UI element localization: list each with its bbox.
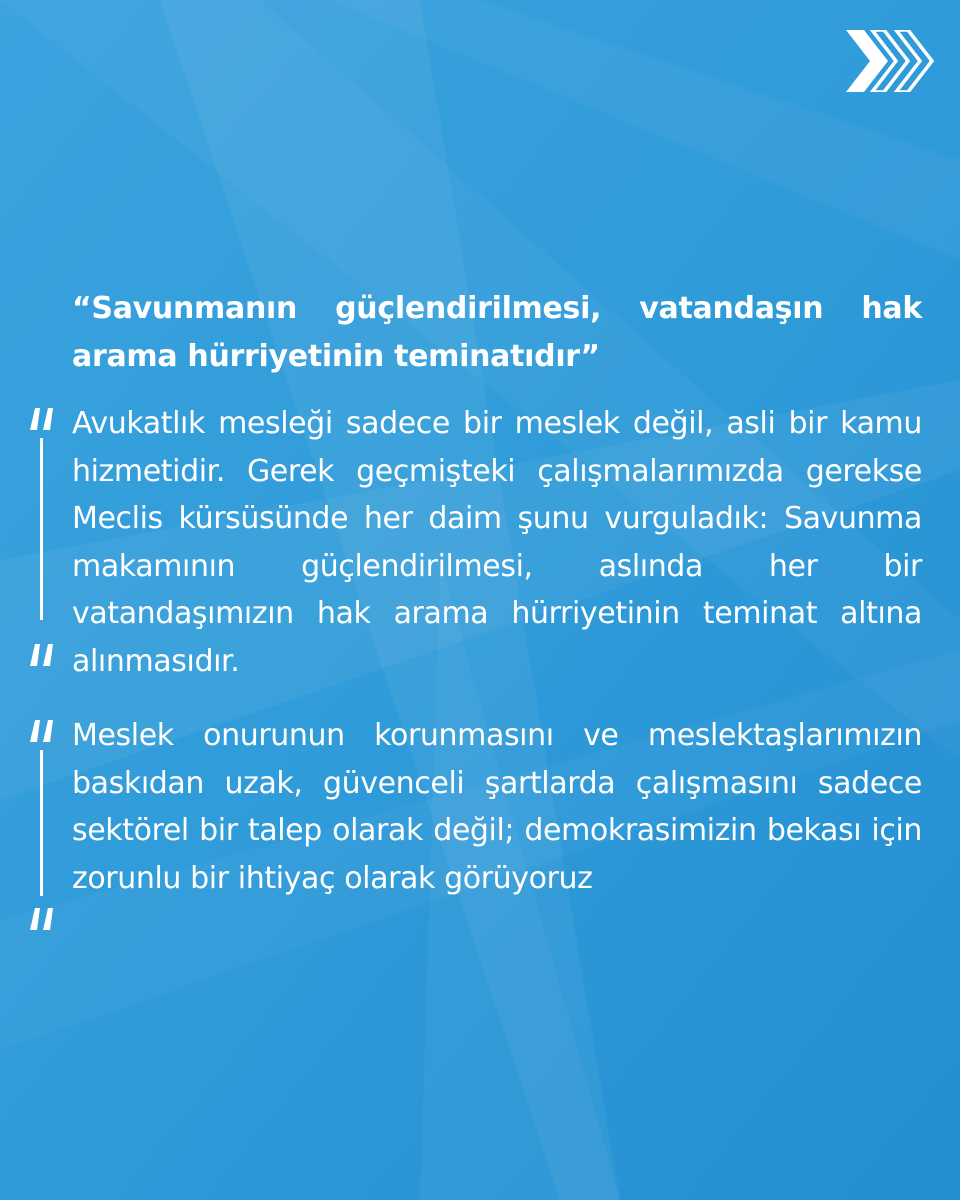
quote-border <box>28 712 62 934</box>
quote-block <box>28 712 928 934</box>
quote-text: Meslek onurunun korunmasını ve meslektaşlarımızın baskıdan uzak, güvenceli şartlarda çalışmasını sadece sektörel bir talep olarak değil; demokrasimizin bekası için zorunlu bir ihtiyaç olarak görüyoruz <box>72 718 922 896</box>
quote-border <box>28 400 62 670</box>
quote-divider-line <box>40 438 43 620</box>
quote-text: Avukatlık mesleği sadece bir meslek değil, asli bir kamu hizmetidir. Gerek geçmişteki çalışmalarımızda gerekse Meclis kürsüsünde her daim şunu vurguladık: Savunma makamının güçlendirilmesi, aslında her bir vatandaşımızın hak arama hürriyetinin teminat altına alınmasıdır. <box>72 406 922 679</box>
quote-block <box>28 400 928 679</box>
quote-divider-line <box>40 750 43 896</box>
open-quote-icon <box>28 716 58 746</box>
close-quote-icon <box>28 640 58 670</box>
open-quote-icon <box>28 404 58 434</box>
triple-chevron-right-icon <box>842 30 942 92</box>
close-quote-icon <box>28 904 58 934</box>
headline-quote: “Savunmanın güçlendirilmesi, vatandaşın hak arama hürriyetinin teminatıdır” <box>72 291 922 374</box>
